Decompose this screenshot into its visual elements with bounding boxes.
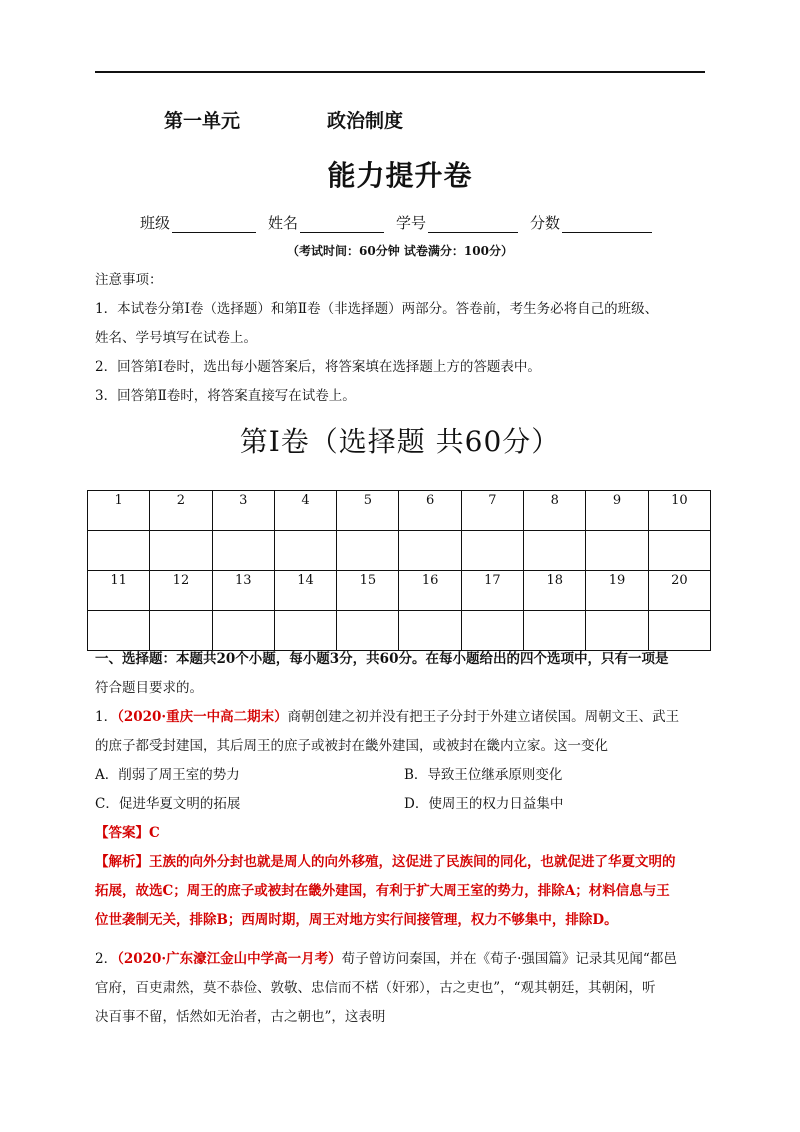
analysis-text-1: 王族的向外分封也就是周人的向外移殖，这促进了民族间的同化，也就促进了华夏文明的 xyxy=(149,854,676,870)
answer-blank-cell[interactable] xyxy=(88,611,150,651)
answer-table xyxy=(87,490,711,651)
answer-blank-cell[interactable] xyxy=(399,531,461,571)
header-rule xyxy=(95,71,705,73)
answer-blank-cell[interactable] xyxy=(648,531,710,571)
question-1-line-2: 的庶子都受封建国，其后周王的庶子或被封在畿外建国，或被封在畿内立家。这一变化 xyxy=(95,738,608,754)
answer-number-cell: 16 xyxy=(399,571,461,611)
question-1-option-c[interactable]: C．促进华夏文明的拓展 xyxy=(95,796,241,812)
answer-blank-cell[interactable] xyxy=(586,611,648,651)
class-field[interactable] xyxy=(140,212,256,233)
student-id-field-blank[interactable] xyxy=(428,216,518,233)
part1-instruction-line-1: 一、选择题：本题共20个小题，每小题3分，共60分。在每小题给出的四个选项中，只有一项是 xyxy=(95,651,669,667)
notes-heading: 注意事项： xyxy=(95,272,163,288)
answer-blank-cell[interactable] xyxy=(337,531,399,571)
answer-number-cell: 5 xyxy=(337,491,399,531)
name-field-label: 姓名 xyxy=(268,214,299,232)
part1-instruction-line-2: 符合题目要求的。 xyxy=(95,680,203,696)
question-1-text-1: 商朝创建之初并没有把王子分封于外建立诸侯国。周朝文王、武王 xyxy=(287,709,680,725)
question-2-line-1 xyxy=(95,947,677,967)
question-1-option-b[interactable]: B．导致王位继承原则变化 xyxy=(404,767,563,783)
name-field-blank[interactable] xyxy=(300,216,384,233)
answer-blank-cell[interactable] xyxy=(212,531,274,571)
answer-blank-cell[interactable] xyxy=(524,531,586,571)
answer-number-cell: 4 xyxy=(274,491,336,531)
answer-blank-cell[interactable] xyxy=(274,611,336,651)
unit-topic: 政治制度 xyxy=(327,110,404,132)
note-1-line-2: 姓名、学号填写在试卷上。 xyxy=(95,330,257,346)
unit-label: 第一单元 xyxy=(164,110,241,132)
answer-blank-cell[interactable] xyxy=(399,611,461,651)
answer-blank-cell[interactable] xyxy=(461,611,523,651)
note-1-line-1: 1．本试卷分第Ⅰ卷（选择题）和第Ⅱ卷（非选择题）两部分。答卷前，考生务必将自己的班级、 xyxy=(95,301,659,317)
answer-label: 【答案】 xyxy=(95,825,149,841)
question-1-analysis-line-1 xyxy=(95,850,676,870)
answer-number-cell: 12 xyxy=(150,571,212,611)
name-field[interactable] xyxy=(268,212,384,233)
answer-blank-cell[interactable] xyxy=(461,531,523,571)
answer-blank-cell[interactable] xyxy=(150,531,212,571)
question-1-number: 1． xyxy=(95,709,118,725)
exam-info: （考试时间：60分钟 试卷满分：100分） xyxy=(287,244,513,258)
score-field-label: 分数 xyxy=(530,214,561,232)
question-1-option-a[interactable]: A．削弱了周王室的势力 xyxy=(95,767,240,783)
note-2: 2．回答第Ⅰ卷时，选出每小题答案后，将答案填在选择题上方的答题表中。 xyxy=(95,359,541,375)
answer-number-cell: 6 xyxy=(399,491,461,531)
analysis-label: 【解析】 xyxy=(95,854,149,870)
answer-number-cell: 10 xyxy=(648,491,710,531)
answer-number-cell: 13 xyxy=(212,571,274,611)
answer-table-blank-row xyxy=(88,611,711,651)
question-1-line-1 xyxy=(95,705,679,725)
question-1-option-d[interactable]: D．使周王的权力日益集中 xyxy=(404,796,564,812)
score-field[interactable] xyxy=(530,212,652,233)
answer-number-cell: 17 xyxy=(461,571,523,611)
question-2-line-3: 决百事不留，恬然如无治者，古之朝也”，这表明 xyxy=(95,1009,386,1025)
question-1-answer xyxy=(95,821,160,841)
answer-blank-cell[interactable] xyxy=(88,531,150,571)
answer-number-cell: 7 xyxy=(461,491,523,531)
answer-value: C xyxy=(149,825,160,841)
class-field-label: 班级 xyxy=(140,214,171,232)
answer-number-cell: 9 xyxy=(586,491,648,531)
class-field-blank[interactable] xyxy=(172,216,256,233)
answer-number-cell: 20 xyxy=(648,571,710,611)
student-id-field[interactable] xyxy=(396,212,518,233)
answer-number-cell: 3 xyxy=(212,491,274,531)
question-2-number: 2． xyxy=(95,951,118,967)
answer-number-cell: 2 xyxy=(150,491,212,531)
page-title: 能力提升卷 xyxy=(327,159,473,192)
answer-blank-cell[interactable] xyxy=(150,611,212,651)
answer-number-cell: 1 xyxy=(88,491,150,531)
note-3: 3．回答第Ⅱ卷时，将答案直接写在试卷上。 xyxy=(95,388,356,404)
answer-table-number-row xyxy=(88,571,711,611)
answer-blank-cell[interactable] xyxy=(524,611,586,651)
answer-blank-cell[interactable] xyxy=(337,611,399,651)
answer-blank-cell[interactable] xyxy=(274,531,336,571)
answer-number-cell: 8 xyxy=(524,491,586,531)
answer-number-cell: 11 xyxy=(88,571,150,611)
answer-table-blank-row xyxy=(88,531,711,571)
section-1-title: 第Ⅰ卷（选择题 共60分） xyxy=(239,425,561,458)
answer-blank-cell[interactable] xyxy=(212,611,274,651)
answer-number-cell: 19 xyxy=(586,571,648,611)
question-2-source: （2020·广东濠江金山中学高一月考） xyxy=(117,951,342,967)
answer-number-cell: 15 xyxy=(337,571,399,611)
question-2-text-1: 荀子曾访问秦国，并在《荀子·强国篇》记录其见闻“都邑 xyxy=(341,951,677,967)
score-field-blank[interactable] xyxy=(562,216,652,233)
answer-table-number-row xyxy=(88,491,711,531)
student-id-field-label: 学号 xyxy=(396,214,427,232)
question-2-line-2: 官府，百吏肃然，莫不恭俭、敦敬、忠信而不楛（奸邪），古之吏也”，“观其朝廷，其朝闲，听 xyxy=(95,980,656,996)
question-1-analysis-line-2: 拓展，故选C；周王的庶子或被封在畿外建国，有利于扩大周王室的势力，排除A；材料信息与王 xyxy=(95,883,670,899)
question-1-analysis-line-3: 位世袭制无关，排除B；西周时期，周王对地方实行间接管理，权力不够集中，排除D。 xyxy=(95,912,618,928)
student-info-fields xyxy=(140,212,652,233)
answer-blank-cell[interactable] xyxy=(648,611,710,651)
answer-number-cell: 18 xyxy=(524,571,586,611)
answer-blank-cell[interactable] xyxy=(586,531,648,571)
question-1-source: （2020·重庆一中高二期末） xyxy=(117,709,288,725)
answer-number-cell: 14 xyxy=(274,571,336,611)
